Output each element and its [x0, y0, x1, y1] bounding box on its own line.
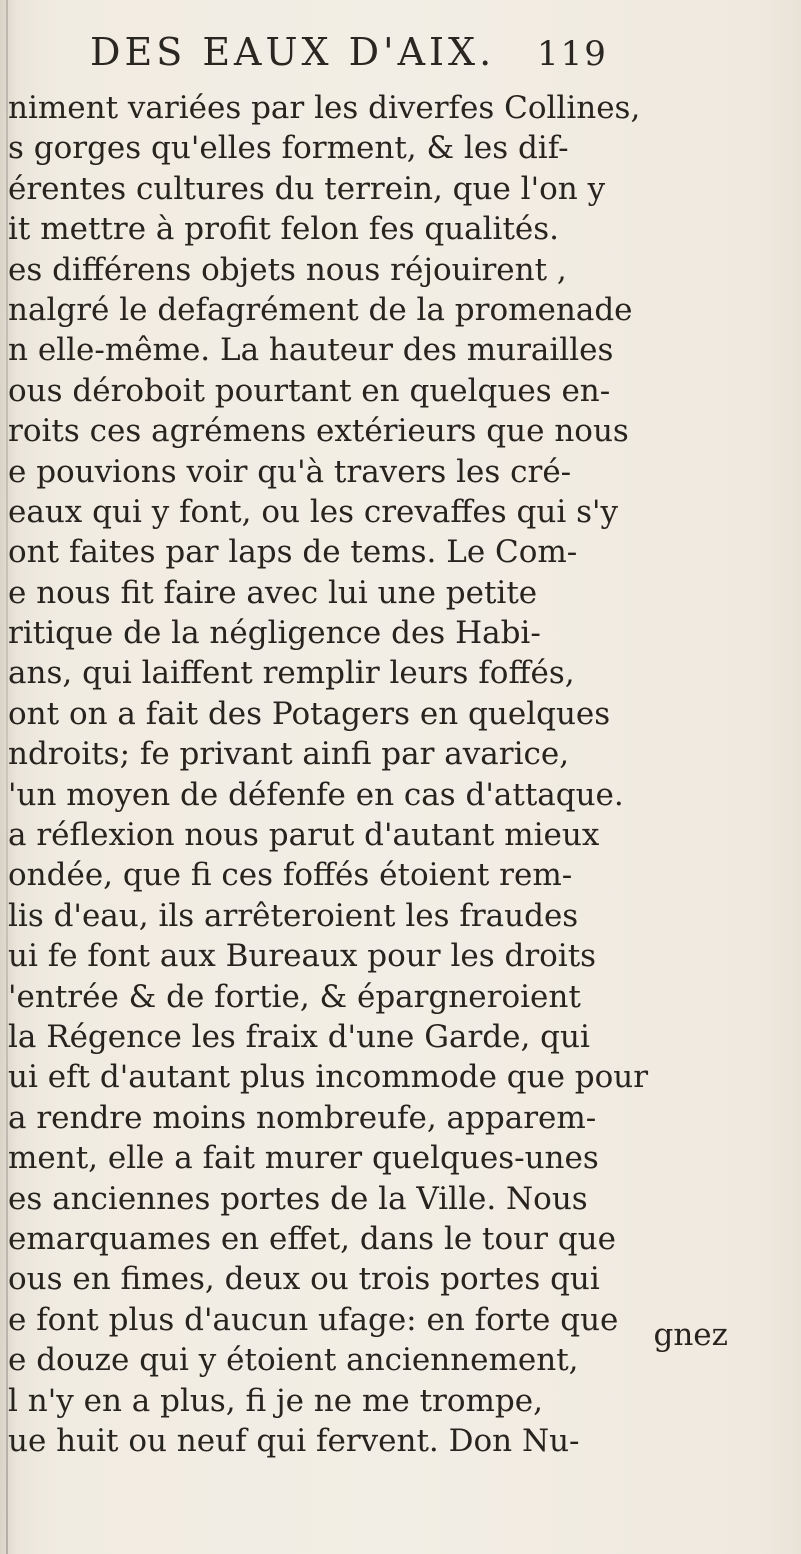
text-line: niment variées par les diverfes Collines, [8, 90, 641, 126]
text-line: n elle-même. La hauteur des murailles [8, 332, 614, 369]
text-line: it mettre à profit felon fes qualités. [8, 211, 560, 248]
page-number: 119 [537, 34, 608, 74]
text-line: l n'y en a plus, fi je ne me trompe, [8, 1382, 543, 1419]
text-line: es différens objets nous réjouirent , [8, 251, 567, 288]
catchword: gnez [653, 1317, 728, 1353]
text-line: érentes cultures du terrein, que l'on y [8, 170, 606, 207]
text-line: e nous fit faire avec lui une petite [8, 574, 538, 611]
catchword-row [8, 1317, 768, 1357]
text-line: la Régence les fraix d'une Garde, qui [8, 1018, 590, 1055]
text-line: lis d'eau, ils arrêteroient les fraudes [8, 897, 579, 934]
body-text [8, 88, 768, 1461]
text-line: es anciennes portes de la Ville. Nous [8, 1180, 588, 1217]
text-line: a réflexion nous parut d'autant mieux [8, 817, 600, 854]
text-line: emarquames en effet, dans le tour que [8, 1220, 616, 1257]
text-line: roits ces agrémens extérieurs que nous [8, 413, 629, 450]
text-line: ritique de la négligence des Habi- [8, 615, 541, 652]
text-line: ans, qui laiffent remplir leurs foffés, [8, 655, 575, 692]
text-line: nalgré le defagrément de la promenade [8, 291, 633, 328]
text-line: ont on a fait des Potagers en quelques [8, 695, 611, 732]
text-line: ont faites par laps de tems. Le Com- [8, 534, 578, 571]
text-line: ous déroboit pourtant en quelques en- [8, 372, 611, 409]
text-line: ndroits; fe privant ainfi par avarice, [8, 736, 570, 773]
text-line: s gorges qu'elles forment, & les dif- [8, 130, 569, 167]
page-header [90, 30, 650, 86]
text-line: eaux qui y font, ou les crevaffes qui s'y [8, 493, 619, 530]
text-line: ui fe font aux Bureaux pour les droits [8, 938, 597, 975]
text-line: 'entrée & de fortie, & épargneroient [8, 978, 581, 1015]
running-head: DES EAUX D'AIX. [90, 30, 496, 74]
text-line: ondée, que fi ces foffés étoient rem- [8, 857, 573, 894]
text-line: ous en fimes, deux ou trois portes qui [8, 1261, 600, 1298]
text-line: e pouvions voir qu'à travers les cré- [8, 453, 572, 490]
text-line: 'un moyen de défenfe en cas d'attaque. [8, 776, 624, 813]
text-line: a rendre moins nombreufe, apparem- [8, 1099, 597, 1136]
text-line: e font plus d'aucun ufage: en forte que [8, 1301, 619, 1338]
text-line: ui eft d'autant plus incommode que pour [8, 1059, 649, 1096]
text-line: ue huit ou neuf qui fervent. Don Nu- [8, 1422, 580, 1459]
text-line: ment, elle a fait murer quelques-unes [8, 1140, 599, 1177]
text-line: e douze qui y étoient anciennement, [8, 1342, 579, 1379]
